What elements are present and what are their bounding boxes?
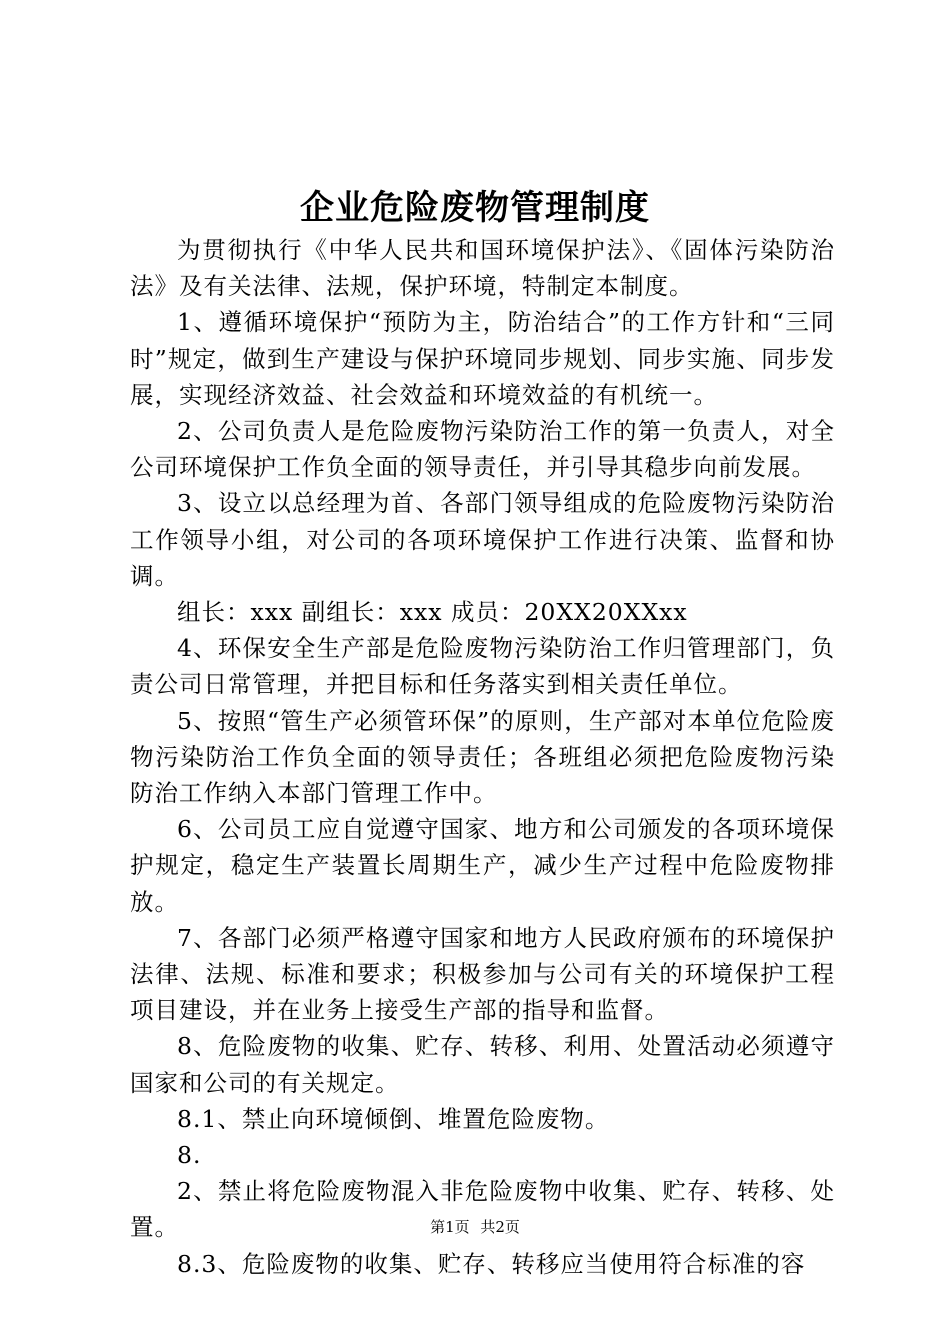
paragraph-item-8: 8、危险废物的收集、贮存、转移、利用、处置活动必须遵守国家和公司的有关规定。 — [130, 1032, 835, 1097]
paragraph-item-5: 5、按照“管生产必须管环保”的原则，生产部对本单位危险废物污染防治工作负全面的领导责任；各班组必须把危险废物污染防治工作纳入本部门管理工作中。 — [130, 706, 835, 808]
paragraph-item-7: 7、各部门必须严格遵守国家和地方人民政府颁布的环境保护法律、法规、标准和要求；积极参加与公司有关的环境保护工程项目建设，并在业务上接受生产部的指导和监督。 — [130, 923, 835, 1025]
document-title: 企业危险废物管理制度 — [300, 188, 650, 228]
paragraph-item-8-2: 2、禁止将危险废物混入非危险废物中收集、贮存、转移、处置。 — [130, 1177, 835, 1242]
paragraph-item-8-1: 8.1、禁止向环境倾倒、堆置危险废物。 — [177, 1104, 610, 1133]
paragraph-item-1: 1、遵循环境保护“预防为主，防治结合”的工作方针和“三同时”规定，做到生产建设与保护环境同步规划、同步实施、同步发展，实现经济效益、社会效益和环境效益的有机统一。 — [130, 308, 835, 409]
paragraph-item-8-3: 8.3、危险废物的收集、贮存、转移应当使用符合标准的容 — [177, 1249, 806, 1278]
page-number: 第1页 — [430, 1218, 470, 1236]
paragraph-item-3: 3、设立以总经理为首、各部门领导组成的危险废物污染防治工作领导小组，对公司的各项环境保护工作进行决策、监督和协调。 — [130, 489, 835, 590]
paragraph-item-6: 6、公司员工应自觉遵守国家、地方和公司颁发的各项环境保护规定，稳定生产装置长周期生产，减少生产过程中危险废物排放。 — [130, 815, 835, 916]
paragraph-item-4: 4、环保安全生产部是危险废物污染防治工作归管理部门，负责公司日常管理，并把目标和任务落实到相关责任单位。 — [130, 634, 835, 699]
paragraph-group-members: 组长：xxx 副组长：xxx 成员：20XX20XXxx — [177, 598, 688, 627]
page-footer — [0, 1216, 950, 1238]
paragraph-item-2: 2、公司负责人是危险废物污染防治工作的第一负责人，对全公司环境保护工作负全面的领导责任，并引导其稳步向前发展。 — [130, 417, 835, 482]
paragraph-intro: 为贯彻执行《中华人民共和国环境保护法》、《固体污染防治法》及有关法律、法规，保护环境，特制定本制度。 — [130, 236, 835, 301]
page-total: 共2页 — [480, 1218, 520, 1236]
document-body — [130, 232, 835, 1282]
paragraph-item-8-fragment: 8. — [177, 1141, 202, 1170]
